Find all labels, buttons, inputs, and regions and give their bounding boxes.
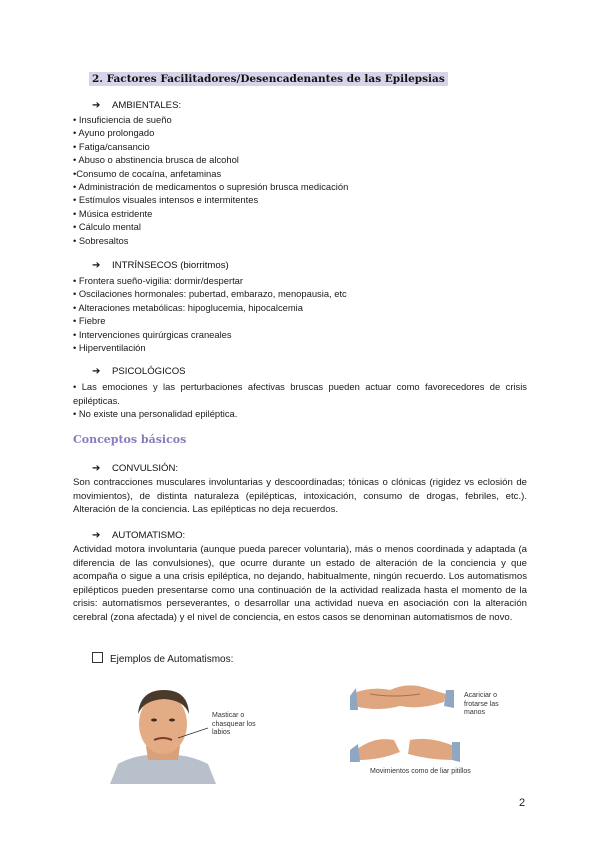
intrinsecos-list <box>73 274 347 354</box>
list-item: • Administración de medicamentos o supresión brusca medicación <box>73 180 349 192</box>
list-item: •Consumo de cocaína, anfetaminas <box>73 167 222 179</box>
conceptos-heading: Conceptos básicos <box>73 433 187 446</box>
arrow-icon: ➔ <box>92 530 101 541</box>
arrow-icon: ➔ <box>92 366 101 377</box>
automatismo-paragraph: Actividad motora involuntaria (aunque pueda parecer voluntaria), más o menos coordinada y adaptada (a diferencia de las convulsiones), que ocurre durante un estado de alteración de la conciencia y que acompaña o sigue a una crisis epiléptica, no dejando, habitualmente, ningún recuerdo. Los automatismos epilépticos pueden presentarse como una continuación de la actividad realizada hasta el momento de la crisis: automatismos perseverantes, o desarrollar una actividad nueva en asociación con la alteración cerebral (zona afectada) y el nivel de conciencia, en estos casos se denominan automatismos de novo. <box>73 544 527 623</box>
ambientales-list <box>73 113 348 247</box>
ejemplos-label: Ejemplos de Automatismos: <box>110 654 234 665</box>
ambientales-title: AMBIENTALES: <box>112 100 182 111</box>
ambientales-heading <box>92 100 181 111</box>
checkbox-icon <box>92 652 103 663</box>
automatismo-heading <box>92 530 185 541</box>
list-item: • Alteraciones metabólicas: hipoglucemia, hipocalcemia <box>73 301 303 313</box>
arrow-icon: ➔ <box>92 100 101 111</box>
hand-bottom-right-shape <box>408 739 454 760</box>
hands-illustration <box>350 680 460 774</box>
list-item: • Intervenciones quirúrgicas craneales <box>73 328 232 340</box>
ejemplos-line <box>92 652 233 665</box>
hands-bottom-caption: Movimientos como de liar pitillos <box>370 768 471 775</box>
list-item: • Hiperventilación <box>73 341 146 353</box>
page-number: 2 <box>519 797 526 809</box>
list-item: • Fatiga/cansancio <box>73 140 150 152</box>
list-item: • Fiebre <box>73 315 106 327</box>
list-item: • Oscilaciones hormonales: pubertad, embarazo, menopausia, etc <box>73 288 347 300</box>
psicologicos-text-2: • No existe una personalidad epiléptica. <box>73 408 238 419</box>
intrinsecos-title: INTRÍNSECOS (biorritmos) <box>112 260 229 271</box>
psicologicos-title: PSICOLÓGICOS <box>112 366 186 377</box>
list-item: • Abuso o abstinencia brusca de alcohol <box>73 154 239 166</box>
section-heading: 2. Factores Facilitadores/Desencadenantes de las Epilepsias <box>89 72 448 86</box>
list-item: • Insuficiencia de sueño <box>73 114 172 125</box>
convulsion-heading <box>92 463 178 474</box>
list-item: • Ayuno prolongado <box>73 127 155 139</box>
psicologicos-heading <box>92 366 186 377</box>
psicologicos-text: • Las emociones y las perturbaciones afectivas bruscas pueden actuar como favorecedores de crisis epilépticas. <box>73 381 527 406</box>
hand-bottom-left-shape <box>356 739 400 760</box>
hands-top-shape <box>352 685 446 709</box>
automatismo-title: AUTOMATISMO: <box>112 530 186 541</box>
list-item: • Música estridente <box>73 207 153 219</box>
face-caption: Masticar o chasquear los labios <box>212 712 256 736</box>
convulsion-paragraph: Son contracciones musculares involuntarias y descoordinadas; tónicas o clónicas (rigidez vs eclosión de movimientos), de distinta naturaleza (epilépticas, intoxicación, consumo de drogas, febriles, etc.). Alteración de la conciencia. Las epilépticas no deja recuerdos. <box>73 477 527 515</box>
intrinsecos-heading <box>92 260 229 271</box>
list-item: • Sobresaltos <box>73 234 129 246</box>
list-item: • Cálculo mental <box>73 221 141 233</box>
list-item: • Estímulos visuales intensos e intermitentes <box>73 194 259 206</box>
arrow-icon: ➔ <box>92 260 101 271</box>
convulsion-title: CONVULSIÓN: <box>112 463 179 474</box>
list-item: • Frontera sueño-vigilia: dormir/despertar <box>73 275 244 286</box>
hands-top-caption: Acariciar o frotarse las manos <box>464 692 499 716</box>
arrow-icon: ➔ <box>92 463 101 474</box>
